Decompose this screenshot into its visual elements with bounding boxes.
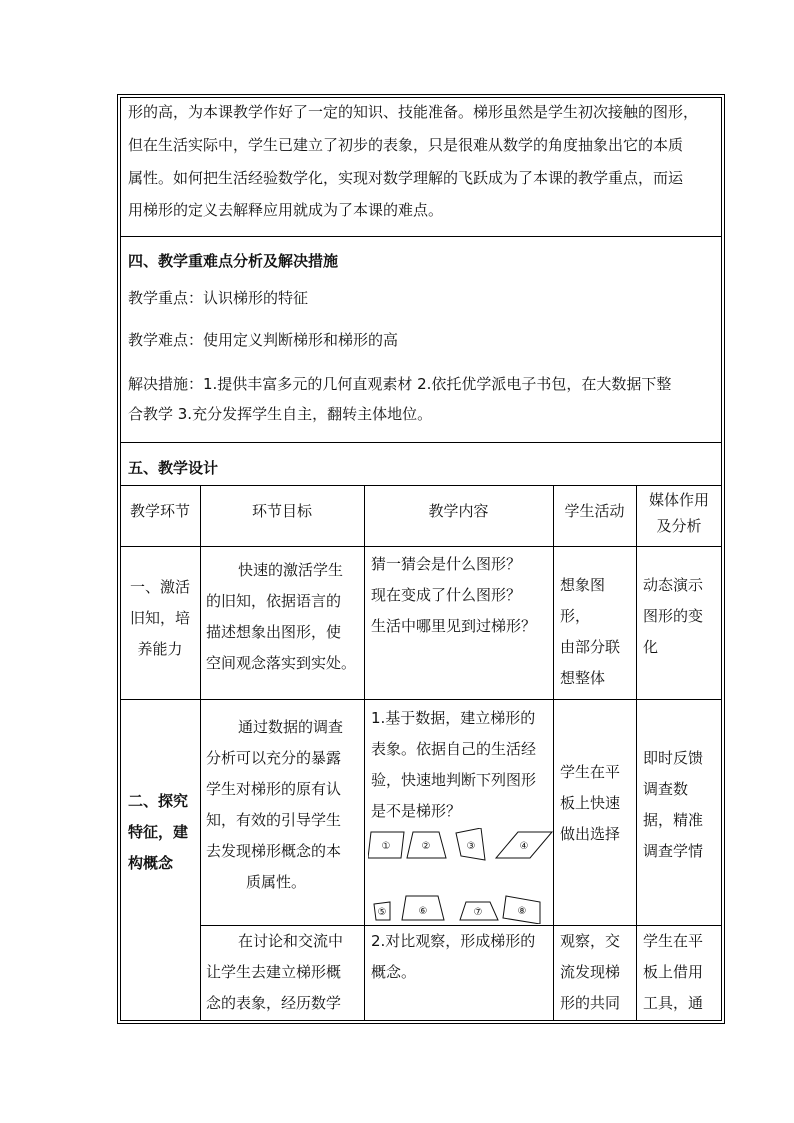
content-line: 生活中哪里见到过梯形？ xyxy=(371,617,537,635)
goal-line: 空间观念落实到实处。 xyxy=(206,654,357,672)
activity-line: 由部分联 xyxy=(560,638,621,656)
shape-label: ⑤ xyxy=(377,907,387,918)
content-line: 2.对比观察，形成梯形的 xyxy=(371,932,536,950)
activity-line: 想象图形， xyxy=(560,576,606,625)
table-col-divider xyxy=(553,485,554,1021)
intro-line: 用梯形的定义去解释应用就成为了本课的难点。 xyxy=(128,201,444,219)
key-point: 教学重点：认识梯形的特征 xyxy=(128,289,309,307)
header-stage: 教学环节 xyxy=(129,502,190,520)
shape-label: ⑧ xyxy=(517,906,527,917)
divider xyxy=(120,485,722,486)
goal-line: 的旧知，依据语言的 xyxy=(206,592,342,610)
activity-line: 观察，交 xyxy=(560,932,621,950)
shape-label: ② xyxy=(421,841,431,852)
media-line: 动态演示 xyxy=(643,576,704,594)
activity-line: 学生在平 xyxy=(560,763,621,781)
stage-line: 二、探究 xyxy=(128,792,189,810)
media-line: 图形的变 xyxy=(643,607,704,625)
content-line: 概念。 xyxy=(371,963,417,981)
content-line: 猜一猜会是什么图形？ xyxy=(371,555,522,573)
row2-stage xyxy=(120,786,208,879)
goal-line: 描述想象出图形，使 xyxy=(206,623,342,641)
activity-line: 做出选择 xyxy=(560,825,621,843)
table-col-divider xyxy=(636,485,637,1021)
row1-activity xyxy=(560,570,634,694)
goal-line: 在讨论和交流中 xyxy=(238,932,344,950)
header-content: 教学内容 xyxy=(428,502,489,520)
media-line: 学生在平 xyxy=(643,932,704,950)
media-line: 化 xyxy=(643,638,659,656)
row2-activity xyxy=(560,757,634,850)
shape-label: ① xyxy=(381,841,391,852)
goal-line: 质属性。 xyxy=(246,873,307,891)
content-line: 验，快速地判断下列图形 xyxy=(371,771,537,789)
intro-line: 但在生活实际中，学生已建立了初步的表象，只是很难从数学的角度抽象出它的本质 xyxy=(128,136,684,154)
table-row-divider xyxy=(120,699,722,700)
intro-line: 属性。如何把生活经验数学化，实现对数学理解的飞跃成为了本课的教学重点，而运 xyxy=(128,169,684,187)
media-line: 工具，通 xyxy=(643,994,704,1012)
row2-content xyxy=(371,703,551,827)
content-line: 是不是梯形？ xyxy=(371,802,462,820)
stage-line: 一、激活 xyxy=(129,578,190,596)
media-line: 据，精准 xyxy=(643,811,704,829)
measures-line: 合教学 3.充分发挥学生自主，翻转主体地位。 xyxy=(128,405,433,423)
row1-content xyxy=(371,549,551,642)
goal-line: 念的表象，经历数学 xyxy=(206,994,342,1012)
activity-line: 想整体 xyxy=(560,669,606,687)
media-line: 板上借用 xyxy=(643,963,704,981)
content-line: 1.基于数据，建立梯形的 xyxy=(371,709,536,727)
row2-media xyxy=(643,743,719,867)
header-goal: 环节目标 xyxy=(251,502,312,520)
table-col-divider xyxy=(200,485,201,1021)
intro-line: 形的高，为本课教学作好了一定的知识、技能准备。梯形虽然是学生初次接触的图形， xyxy=(128,103,699,121)
divider xyxy=(120,236,722,237)
stage-line: 特征，建 xyxy=(128,823,189,841)
difficulty: 教学难点：使用定义判断梯形和梯形的高 xyxy=(128,331,399,349)
activity-line: 板上快速 xyxy=(560,794,621,812)
row1-goal xyxy=(206,555,362,679)
divider xyxy=(120,442,722,443)
row3-content xyxy=(371,926,551,988)
shape-label: ③ xyxy=(466,841,476,852)
goal-line: 快速的激活学生 xyxy=(238,561,344,579)
content-line: 现在变成了什么图形？ xyxy=(371,586,522,604)
goal-line: 通过数据的调查 xyxy=(238,718,344,736)
goal-line: 知，有效的引导学生 xyxy=(206,811,342,829)
goal-line: 学生对梯形的原有认 xyxy=(206,780,342,798)
row3-media xyxy=(643,926,719,1019)
goal-line: 去发现梯形概念的本 xyxy=(206,842,342,860)
stage-line: 旧知，培 xyxy=(129,609,190,627)
media-line: 即时反馈 xyxy=(643,749,704,767)
table-col-divider xyxy=(364,485,365,1021)
trapezoid-shapes-figure xyxy=(368,828,554,924)
shape-label: ⑦ xyxy=(473,907,483,918)
row2-goal xyxy=(206,712,362,898)
stage-line: 构概念 xyxy=(128,854,174,872)
activity-line: 形的共同 xyxy=(560,994,621,1012)
table-row-divider xyxy=(120,546,722,547)
header-media-line: 及分析 xyxy=(656,517,702,535)
section5-title: 五、教学设计 xyxy=(128,459,219,477)
stage-line: 养能力 xyxy=(137,640,183,658)
goal-line: 让学生去建立梯形概 xyxy=(206,963,342,981)
media-line: 调查数 xyxy=(643,780,689,798)
row3-goal xyxy=(206,926,362,1019)
measures-line: 解决措施：1.提供丰富多元的几何直观素材 2.依托优学派电子书包，在大数据下整 xyxy=(128,375,672,393)
row3-activity xyxy=(560,926,634,1019)
header-activity: 学生活动 xyxy=(564,502,625,520)
shape-label: ④ xyxy=(519,841,529,852)
goal-line: 分析可以充分的暴露 xyxy=(206,749,342,767)
header-media xyxy=(636,487,722,539)
content-line: 表象。依据自己的生活经 xyxy=(371,740,537,758)
row1-media xyxy=(643,570,719,663)
shape-label: ⑥ xyxy=(418,906,428,917)
row1-stage xyxy=(120,572,200,665)
activity-line: 流发现梯 xyxy=(560,963,621,981)
header-media-line: 媒体作用 xyxy=(648,491,709,509)
media-line: 调查学情 xyxy=(643,842,704,860)
section4-title: 四、教学重难点分析及解决措施 xyxy=(128,252,339,270)
